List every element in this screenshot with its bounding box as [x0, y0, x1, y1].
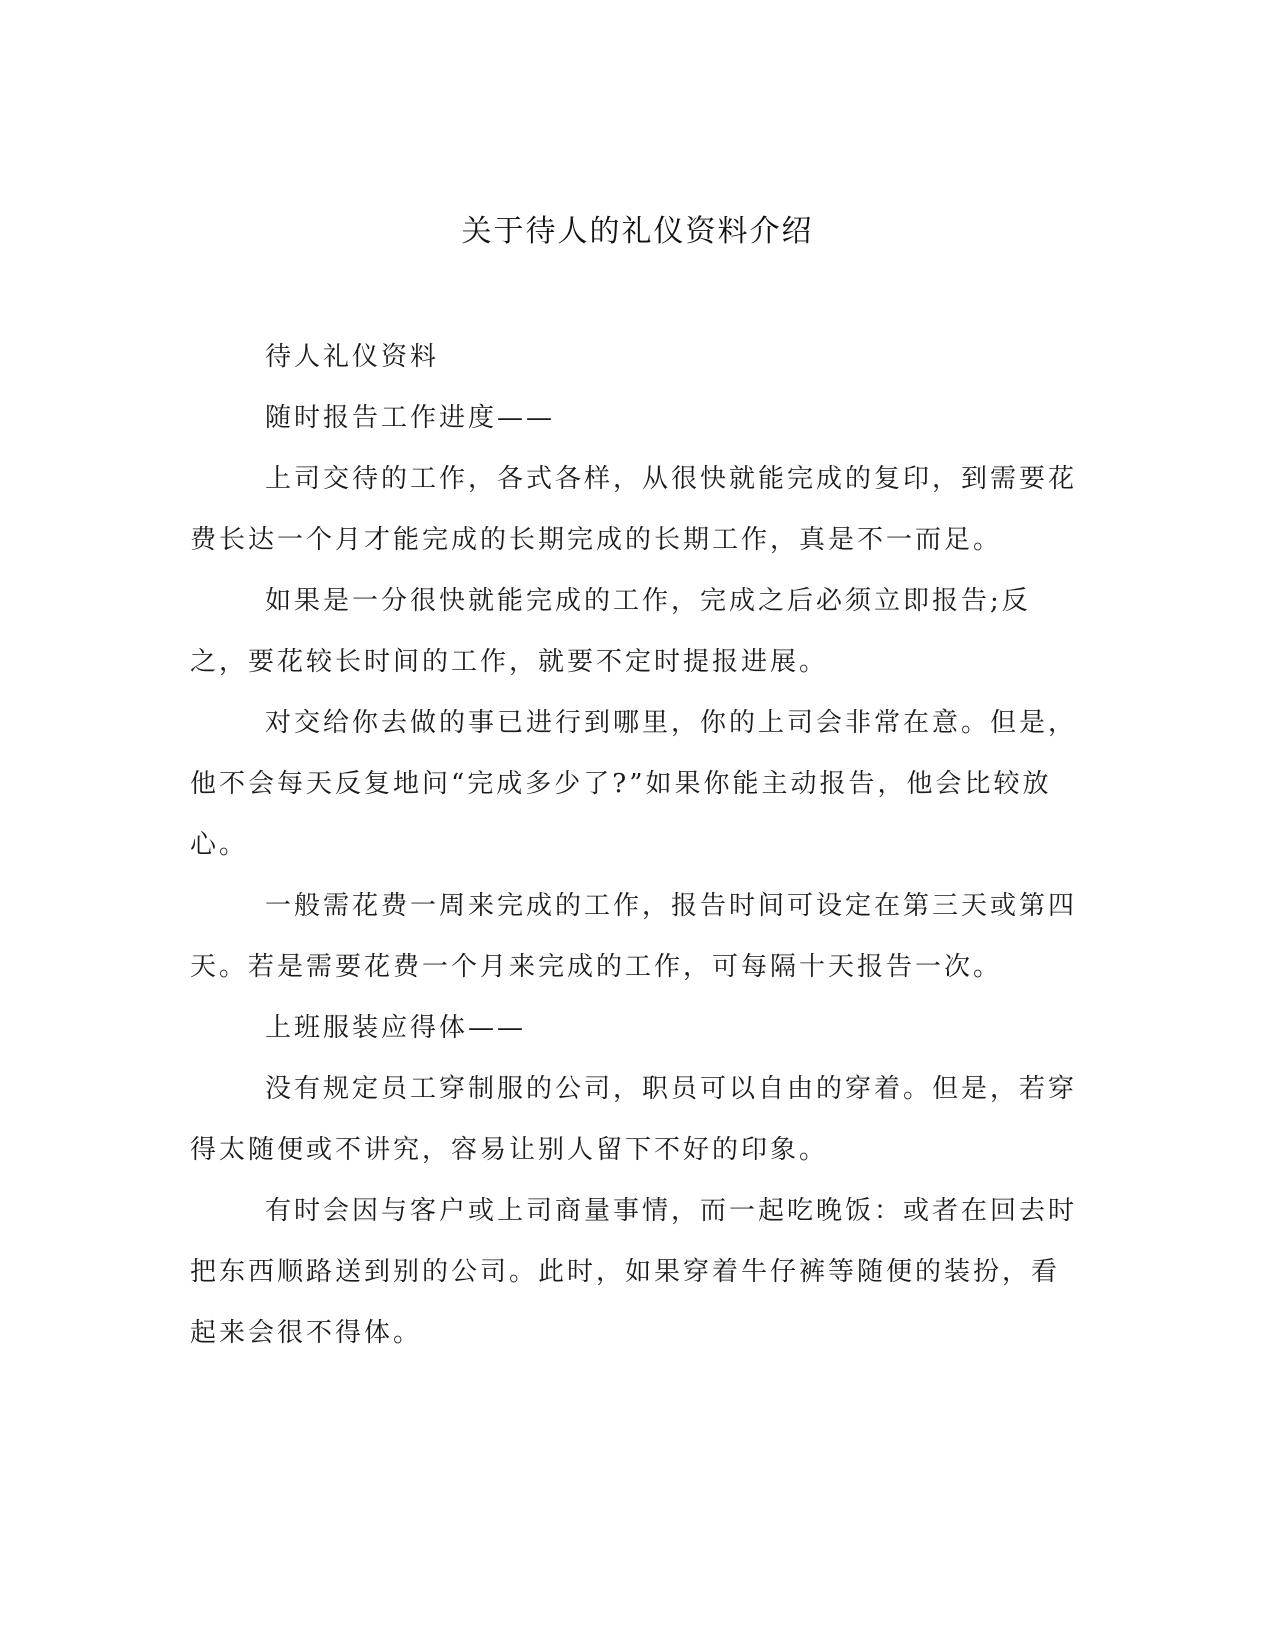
paragraph: 如果是一分很快就能完成的工作，完成之后必须立即报告;反之，要花较长时间的工作，就要不定时提报进展。 [190, 586, 1031, 677]
paragraph-subheading-attire: 上班服装应得体—— [265, 1013, 527, 1043]
paragraph: 上司交待的工作，各式各样，从很快就能完成的复印，到需要花费长达一个月才能完成的长期完成的长期工作，真是不一而足。 [190, 464, 1078, 555]
document-body [190, 327, 1080, 1364]
paragraph: 有时会因与客户或上司商量事情，而一起吃晚饭：或者在回去时把东西顺路送到别的公司。此时，如果穿着牛仔裤等随便的装扮，看起来会很不得体。 [190, 1196, 1078, 1348]
paragraph: 一般需花费一周来完成的工作，报告时间可设定在第三天或第四天。若是需要花费一个月来完成的工作，可每隔十天报告一次。 [190, 891, 1078, 982]
paragraph-section-heading: 待人礼仪资料 [265, 342, 440, 372]
paragraph: 没有规定员工穿制服的公司，职员可以自由的穿着。但是，若穿得太随便或不讲究，容易让别人留下不好的印象。 [190, 1074, 1078, 1165]
paragraph-subheading-progress: 随时报告工作进度—— [265, 403, 556, 433]
paragraph: 对交给你去做的事已进行到哪里，你的上司会非常在意。但是，他不会每天反复地问“完成多少了?”如果你能主动报告，他会比较放心。 [190, 708, 1078, 860]
document-title: 关于待人的礼仪资料介绍 [461, 214, 814, 249]
